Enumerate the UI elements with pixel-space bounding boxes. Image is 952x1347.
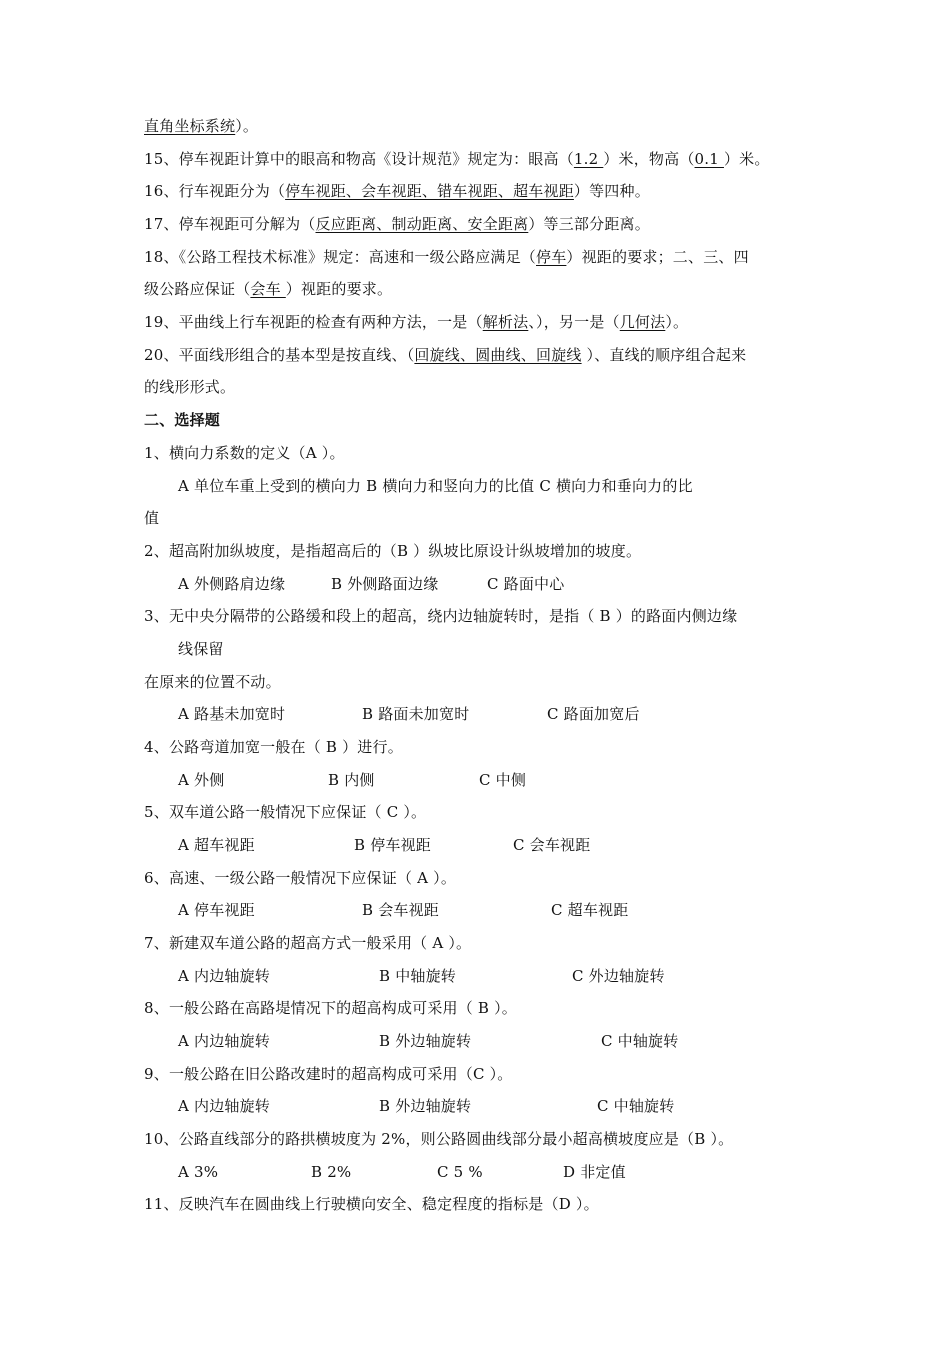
answer: 1.2	[573, 150, 604, 168]
choice-options-9	[178, 1096, 858, 1116]
answer: 几何法	[619, 313, 666, 331]
choice-question-1: 1、横向力系数的定义（A ）。	[144, 444, 345, 462]
choice-options-6	[178, 900, 858, 920]
option-c: C 中侧	[479, 771, 527, 789]
text: ）。	[665, 313, 689, 331]
option-a: A 3%	[178, 1163, 219, 1181]
option-a: A 外侧	[178, 771, 225, 789]
choice-options-5	[178, 835, 858, 855]
answer: 会车	[250, 280, 286, 298]
choice-question-11: 11、反映汽车在圆曲线上行驶横向安全、稳定程度的指标是（D ）。	[144, 1195, 599, 1213]
option-a: A 外侧路肩边缘	[178, 575, 286, 593]
choice-options-4	[178, 770, 858, 790]
fill-question-18-cont	[144, 279, 824, 299]
option-a: A 内边轴旋转	[178, 967, 271, 985]
option-a: A 超车视距	[178, 836, 255, 854]
answer: 直角坐标系统	[144, 117, 236, 135]
option-b: B 停车视距	[354, 836, 431, 854]
choice-question-6: 6、高速、一级公路一般情况下应保证（ A ）。	[144, 869, 457, 887]
text: ）米，物高（	[603, 150, 695, 168]
option-b: B 中轴旋转	[379, 967, 456, 985]
answer: 回旋线、圆曲线、回旋线	[414, 346, 582, 364]
text: 20、平面线形组合的基本型是按直线、（	[144, 346, 415, 364]
choice-options-8	[178, 1031, 858, 1051]
option-a: A 内边轴旋转	[178, 1032, 271, 1050]
choice-options-10	[178, 1162, 858, 1182]
choice-options-2	[178, 574, 858, 594]
choice-options-1: A 单位车重上受到的横向力 B 横向力和竖向力的比值 C 横向力和垂向力的比	[178, 477, 693, 495]
fill-question-19	[144, 312, 824, 332]
option-b: B 内侧	[328, 771, 375, 789]
choice-question-3: 3、无中央分隔带的公路缓和段上的超高，绕内边轴旋转时，是指（ B ）的路面内侧边缘	[144, 607, 738, 625]
choice-options-7	[178, 966, 858, 986]
option-c: C 5 %	[437, 1163, 483, 1181]
choice-question-8: 8、一般公路在高路堤情况下的超高构成可采用（ B ）。	[144, 999, 518, 1017]
option-b: B 会车视距	[362, 901, 439, 919]
answer: 反应距离、制动距离、安全距离	[315, 215, 529, 233]
choice-options-1-cont: 值	[144, 509, 160, 527]
fill-line-0	[144, 116, 824, 136]
fill-question-20-cont: 的线形形式。	[144, 378, 236, 396]
text: 15、停车视距计算中的眼高和物高《设计规范》规定为：眼高（	[144, 150, 574, 168]
option-c: C 路面加宽后	[547, 705, 640, 723]
text: 级公路应保证（	[144, 280, 251, 298]
choice-question-10: 10、公路直线部分的路拱横坡度为 2%，则公路圆曲线部分最小超高横坡度应是（B ）。	[144, 1130, 734, 1148]
choice-question-9: 9、一般公路在旧公路改建时的超高构成可采用（C ）。	[144, 1065, 513, 1083]
option-a: A 内边轴旋转	[178, 1097, 271, 1115]
option-c: C 路面中心	[487, 575, 565, 593]
choice-question-3-cont2: 在原来的位置不动。	[144, 673, 281, 691]
choice-question-4: 4、公路弯道加宽一般在（ B ）进行。	[144, 738, 403, 756]
text: ）。	[235, 117, 259, 135]
answer: 0.1	[694, 150, 724, 168]
option-b: B 外边轴旋转	[379, 1097, 472, 1115]
option-c: C 超车视距	[551, 901, 629, 919]
option-b: B 外边轴旋转	[379, 1032, 472, 1050]
option-b: B 路面未加宽时	[362, 705, 470, 723]
section-title: 二、选择题	[144, 411, 221, 429]
fill-question-15	[144, 149, 824, 169]
text: 19、平曲线上行车视距的检查有两种方法，一是（	[144, 313, 483, 331]
option-d: D 非定值	[563, 1163, 626, 1181]
answer: 停车	[536, 248, 567, 266]
choice-question-3-cont: 线保留	[178, 640, 224, 658]
choice-question-7: 7、新建双车道公路的超高方式一般采用（ A ）。	[144, 934, 472, 952]
option-c: C 中轴旋转	[601, 1032, 679, 1050]
option-b: B 2%	[311, 1163, 352, 1181]
fill-question-18	[144, 247, 824, 267]
fill-question-16	[144, 181, 824, 201]
option-c: C 会车视距	[513, 836, 591, 854]
text: ）视距的要求。	[285, 280, 393, 298]
text: 17、停车视距可分解为（	[144, 215, 316, 233]
choice-options-3	[178, 704, 858, 724]
text: ）等三部分距离。	[528, 215, 650, 233]
answer: 解析法	[482, 313, 529, 331]
text: ）等四种。	[573, 182, 650, 200]
option-b: B 外侧路面边缘	[331, 575, 439, 593]
fill-question-17	[144, 214, 824, 234]
text: 18、《公路工程技术标准》规定：高速和一级公路应满足（	[144, 248, 536, 266]
choice-question-5: 5、双车道公路一般情况下应保证（ C ）。	[144, 803, 427, 821]
option-a: A 停车视距	[178, 901, 255, 919]
text: 16、行车视距分为（	[144, 182, 286, 200]
text: ）、直线的顺序组合起来	[581, 346, 747, 364]
choice-question-2: 2、超高附加纵坡度，是指超高后的（B ）纵坡比原设计纵坡增加的坡度。	[144, 542, 642, 560]
option-c: C 外边轴旋转	[572, 967, 665, 985]
text: ）视距的要求；二、三、四	[566, 248, 749, 266]
text: ）米。	[723, 150, 770, 168]
option-c: C 中轴旋转	[597, 1097, 675, 1115]
fill-question-20	[144, 345, 824, 365]
option-a: A 路基未加宽时	[178, 705, 286, 723]
text: 、），另一是（	[528, 313, 620, 331]
answer: 停车视距、会车视距、错车视距、超车视距	[285, 182, 574, 200]
